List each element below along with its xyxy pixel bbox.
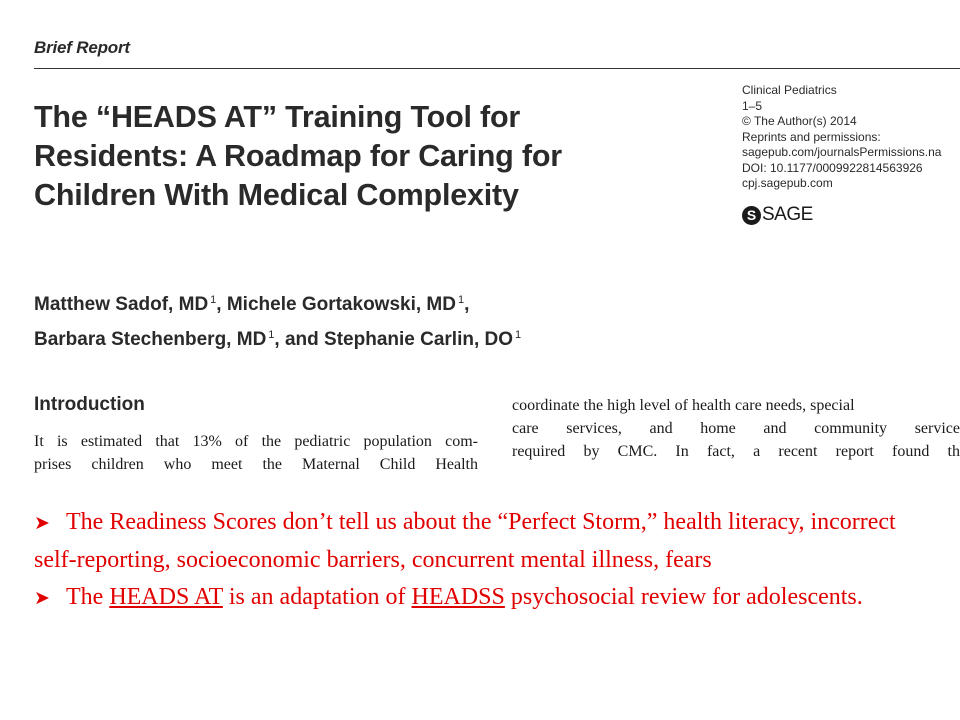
intro-heading: Introduction bbox=[34, 394, 145, 415]
note-text: psychosocial review for adolescents. bbox=[504, 584, 863, 610]
author-line bbox=[34, 285, 754, 320]
headss-term: HEADSS bbox=[411, 584, 505, 610]
body-line: prises children who meet the Maternal Child Health bbox=[34, 456, 478, 473]
body-line: care services, and home and community service bbox=[512, 420, 960, 437]
author-separator: , bbox=[464, 294, 470, 315]
doi: DOI: 10.1177/0009922814563926 bbox=[742, 160, 923, 175]
note-text: The Readiness Scores don’t tell us about the “Perfect Storm,” health literacy, incorrect self-reporting, socioeconomic barriers, concurrent mental illness, fears bbox=[34, 509, 896, 573]
intro-left-column bbox=[34, 430, 478, 476]
author-name: Matthew Sadof, MD bbox=[34, 294, 209, 315]
arrow-bullet-icon: ➤ bbox=[34, 512, 50, 534]
author-affiliation: 1 bbox=[268, 329, 275, 341]
author-separator: , and bbox=[274, 329, 325, 350]
title-line: Residents: A Roadmap for Caring for bbox=[34, 139, 562, 173]
page-range: 1–5 bbox=[742, 98, 763, 113]
note-bullet bbox=[34, 579, 934, 617]
copyright: © The Author(s) 2014 bbox=[742, 114, 857, 128]
author-line bbox=[34, 320, 754, 355]
note-text: The bbox=[66, 584, 110, 610]
intro-right-column bbox=[512, 394, 960, 463]
author-name: Barbara Stechenberg, MD bbox=[34, 329, 267, 350]
section-label: Brief Report bbox=[34, 38, 130, 57]
author-name: Michele Gortakowski, MD bbox=[226, 294, 456, 315]
heads-at-term: HEADS AT bbox=[109, 584, 223, 610]
reprints-label: Reprints and permissions: bbox=[742, 129, 881, 144]
sage-logo bbox=[742, 204, 813, 226]
article-title bbox=[34, 98, 714, 215]
author-affiliation: 1 bbox=[457, 294, 465, 306]
body-line: It is estimated that 13% of the pediatric population com- bbox=[34, 433, 478, 450]
author-name: Stephanie Carlin, DO bbox=[324, 329, 514, 350]
arrow-bullet-icon: ➤ bbox=[34, 587, 50, 609]
note-text: is an adaptation of bbox=[222, 584, 412, 610]
slide-notes bbox=[34, 504, 934, 617]
sage-s-circle-icon: S bbox=[742, 206, 761, 225]
body-line: coordinate the high level of health care needs, special bbox=[512, 397, 855, 414]
title-line: The “HEADS AT” Training Tool for bbox=[34, 100, 521, 134]
author-list bbox=[34, 285, 754, 355]
journal-name: Clinical Pediatrics bbox=[742, 83, 837, 97]
author-affiliation: 1 bbox=[210, 294, 217, 306]
sage-logo-text: SAGE bbox=[762, 204, 813, 225]
body-line: required by CMC. In fact, a recent report found th bbox=[512, 443, 960, 460]
header-rule bbox=[34, 68, 960, 69]
title-line: Children With Medical Complexity bbox=[34, 178, 519, 212]
author-affiliation: 1 bbox=[515, 329, 522, 341]
permissions-url: sagepub.com/journalsPermissions.na bbox=[742, 145, 942, 159]
author-separator: , bbox=[216, 294, 227, 315]
note-bullet bbox=[34, 504, 934, 579]
journal-url: cpj.sagepub.com bbox=[742, 176, 833, 190]
journal-meta bbox=[742, 83, 960, 192]
